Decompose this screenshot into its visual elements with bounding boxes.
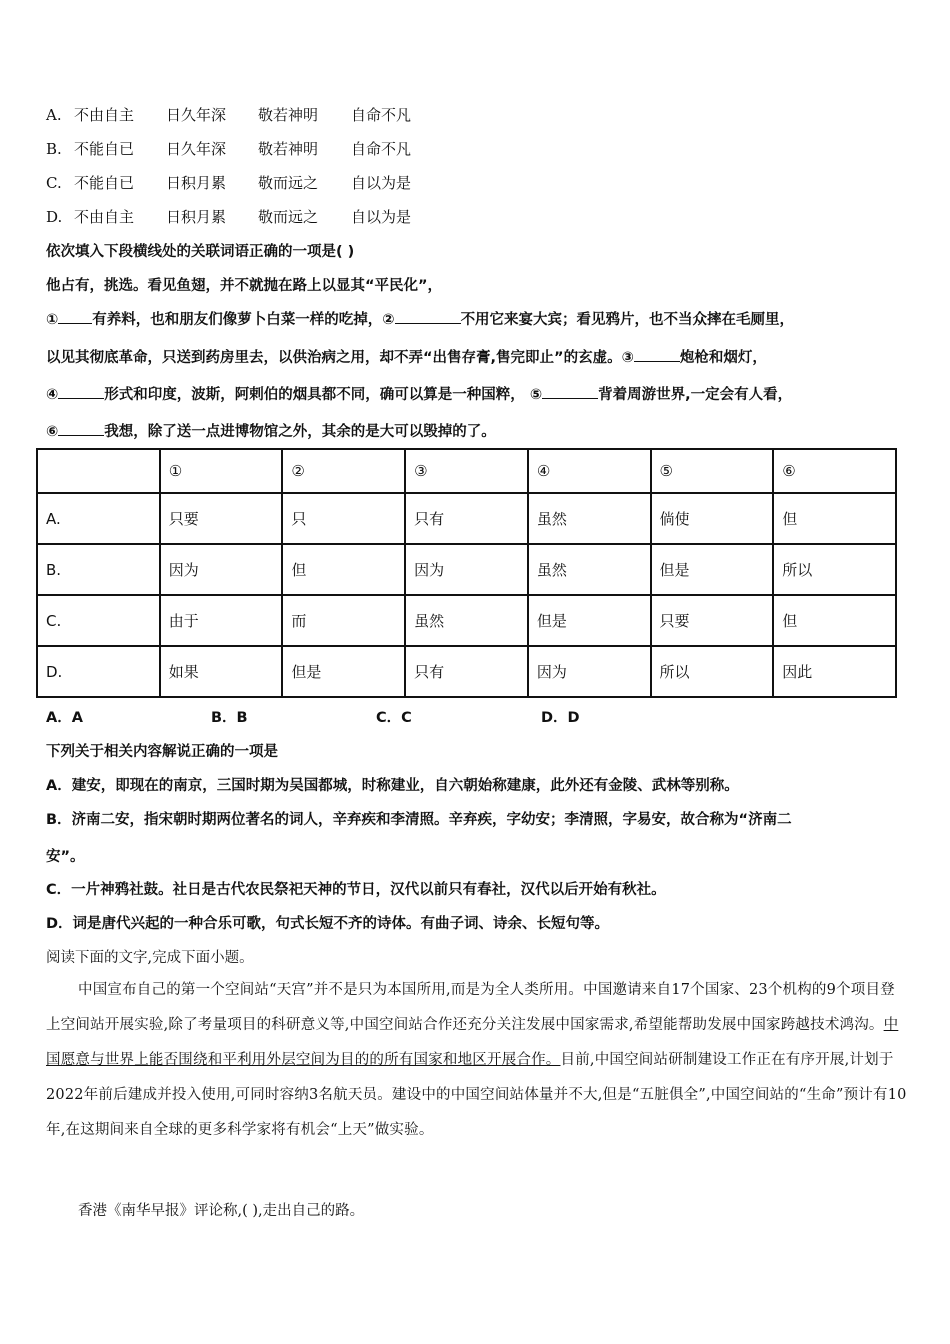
table-cell: 虽然 <box>528 493 651 544</box>
q3-stem: 下列关于相关内容解说正确的一项是 <box>46 744 278 760</box>
table-cell: ② <box>282 449 405 493</box>
table-row <box>37 595 896 646</box>
q1-option-a[interactable] <box>46 104 431 125</box>
table-cell: 所以 <box>651 646 774 697</box>
q1-option-b[interactable] <box>46 138 431 159</box>
q3-option-b-cont: 安”。 <box>46 849 85 865</box>
q3-option-b[interactable]: B．济南二安，指宋朝时期两位著名的词人，辛弃疾和李清照。辛弃疾，字幼安；李清照，字易安，故合称为“济南二 <box>46 812 792 828</box>
option-word: 自以为是 <box>351 208 412 226</box>
blank-6 <box>58 421 104 436</box>
option-word: 自命不凡 <box>351 106 412 124</box>
option-label: C. <box>46 174 62 192</box>
answer-b[interactable]: B．B <box>211 710 248 726</box>
table-cell: 但是 <box>528 595 651 646</box>
table-cell: 只 <box>282 493 405 544</box>
option-word: 自命不凡 <box>351 140 412 158</box>
blank-5 <box>542 384 598 399</box>
option-word: 敬而远之 <box>258 174 319 192</box>
table-cell: A. <box>37 493 160 544</box>
table-cell: 但 <box>282 544 405 595</box>
table-cell: 只要 <box>651 595 774 646</box>
q2-passage-line1: 他占有，挑选。看见鱼翅，并不就抛在路上以显其“平民化”， <box>46 278 443 294</box>
option-word: 自以为是 <box>351 174 412 192</box>
blank-4 <box>58 384 104 399</box>
q1-option-d[interactable] <box>46 206 431 227</box>
reading-paragraph-1: 中国宣布自己的第一个空间站“天宫”并不是只为本国所用,而是为全人类所用。中国邀请来自17个国家、23个机构的9个项目登上空间站开展实验,除了考量项目的科研意义等,中国空间站合作还充分关注发展中国家需求,希望能帮助发展中国家跨越技术鸿沟。中国愿意与世界上能否围绕和平利用外层空间为目的的所有国家和地区开展合作。目前,中国空间站研制建设工作正在有序开展,计划于2022年前后建成并投入使用,可同时容纳3名航天员。建设中的中国空间站体量并不大,但是“五脏俱全”,中国空间站的“生命”预计有10年,在这期间来自全球的更多科学家将有机会“上天”做实验。 <box>46 982 907 1138</box>
q3-option-c[interactable]: C．一片神鸦社鼓。社日是古代农民祭祀天神的节日，汉代以前只有春社，汉代以后开始有秋社。 <box>46 882 666 898</box>
option-word: 敬若神明 <box>258 140 319 158</box>
reading-paragraph-2: 香港《南华早报》评论称,( ),走出自己的路。 <box>78 1203 365 1219</box>
q3-option-d[interactable]: D．词是唐代兴起的一种合乐可歌，句式长短不齐的诗体。有曲子词、诗余、长短句等。 <box>46 916 610 932</box>
option-word: 敬若神明 <box>258 106 319 124</box>
table-cell: 虽然 <box>405 595 528 646</box>
q1-option-c[interactable] <box>46 172 431 193</box>
table-cell: 而 <box>282 595 405 646</box>
q2-passage-line4: ④ 形式和印度，波斯，阿剌伯的烟具都不同，确可以算是一种国粹， ⑤ 背着周游世界,一定会有人看， <box>46 383 792 404</box>
option-word: 敬而远之 <box>258 208 319 226</box>
q2-stem: 依次填入下段横线处的关联词语正确的一项是( ) <box>46 244 355 260</box>
table-cell: 所以 <box>773 544 896 595</box>
table-cell: 但 <box>773 493 896 544</box>
table-cell: ① <box>160 449 283 493</box>
blank-3 <box>634 347 680 362</box>
table-cell: 如果 <box>160 646 283 697</box>
table-cell: D. <box>37 646 160 697</box>
option-word: 不由自主 <box>74 208 135 226</box>
table-cell: 但 <box>773 595 896 646</box>
option-word: 日积月累 <box>166 174 227 192</box>
table-cell: 因为 <box>528 646 651 697</box>
table-cell: C. <box>37 595 160 646</box>
table-cell: 因此 <box>773 646 896 697</box>
option-label: D. <box>46 208 63 226</box>
q2-passage-line5: ⑥ 我想，除了送一点进博物馆之外，其余的是大可以毁掉的了。 <box>46 420 496 441</box>
table-cell: 但是 <box>282 646 405 697</box>
option-word: 日久年深 <box>166 140 227 158</box>
table-header-row <box>37 449 896 493</box>
underlined-sentence: 中国愿意与世界上能否围绕和平利用外层空间为目的的所有国家和地区开展合作。 <box>46 1017 899 1068</box>
q2-passage-line2: ① 有养料，也和朋友们像萝卜白菜一样的吃掉，② 不用它来宴大宾；看见鸦片，也不当众摔在毛厕里， <box>46 308 794 329</box>
table-cell: 虽然 <box>528 544 651 595</box>
answer-d[interactable]: D．D <box>541 710 580 726</box>
option-label: A. <box>46 106 62 124</box>
q3-option-a[interactable]: A．建安，即现在的南京，三国时期为吴国都城，时称建业，自六朝始称建康，此外还有金陵、武林等别称。 <box>46 778 739 794</box>
table-cell: 因为 <box>160 544 283 595</box>
option-word: 日久年深 <box>166 106 227 124</box>
table-cell: ④ <box>528 449 651 493</box>
table-cell: 只有 <box>405 493 528 544</box>
option-word: 日积月累 <box>166 208 227 226</box>
reading-intro: 阅读下面的文字,完成下面小题。 <box>46 950 254 966</box>
table-cell: 由于 <box>160 595 283 646</box>
option-word: 不能自已 <box>74 174 135 192</box>
option-label: B. <box>46 140 62 158</box>
option-word: 不由自主 <box>74 106 135 124</box>
blank-1 <box>58 309 92 324</box>
table-cell: 只有 <box>405 646 528 697</box>
table-cell: ⑤ <box>651 449 774 493</box>
answer-table <box>36 448 897 698</box>
table-row <box>37 544 896 595</box>
table-row <box>37 493 896 544</box>
q2-answers <box>46 706 706 727</box>
table-cell: ③ <box>405 449 528 493</box>
q2-passage-line3: 以见其彻底革命，只送到药房里去，以供治病之用，却不弄“出售存膏,售完即止”的玄虚。③ 炮枪和烟灯， <box>46 346 767 367</box>
blank-2 <box>395 309 461 324</box>
table-cell: 倘使 <box>651 493 774 544</box>
answer-a[interactable]: A．A <box>46 710 83 726</box>
option-word: 不能自已 <box>74 140 135 158</box>
table-cell: 因为 <box>405 544 528 595</box>
table-cell: 但是 <box>651 544 774 595</box>
table-cell <box>37 449 160 493</box>
table-row <box>37 646 896 697</box>
table-cell: B. <box>37 544 160 595</box>
table-cell: ⑥ <box>773 449 896 493</box>
answer-c[interactable]: C．C <box>376 710 412 726</box>
table-cell: 只要 <box>160 493 283 544</box>
